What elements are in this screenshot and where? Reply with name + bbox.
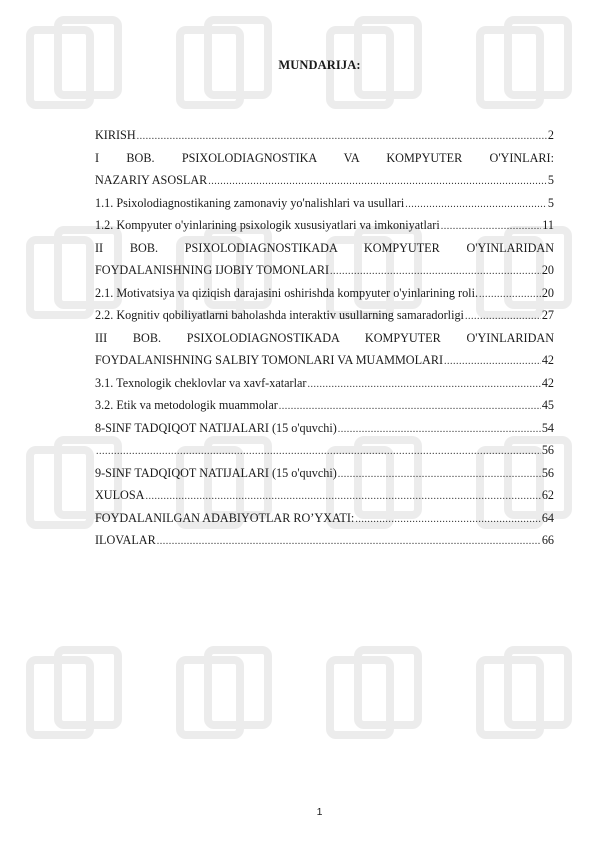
toc-entry[interactable] [95,304,554,327]
toc-entry-label: 2.1. Motivatsiya va qiziqish darajasini oshirishda kompyuter o'yinlarining roli. [95,285,478,300]
toc-entry-label: 9-SINF TADQIQOT NATIJALARI (15 o'quvchi) [95,465,337,480]
dot-leader [441,216,541,237]
dot-leader [444,351,541,372]
toc-entry-label: 3.1. Texnologik cheklovlar va xavf-xatarlar [95,375,307,390]
toc-entry[interactable] [95,214,554,237]
dot-leader [96,441,541,462]
toc-entry-page: 20 [541,285,554,300]
dot-leader [145,486,540,507]
dot-leader [330,261,541,282]
dot-leader [137,126,547,147]
table-of-contents [95,124,554,552]
toc-entry-label: ILOVALAR [95,533,156,547]
dot-leader [465,306,541,327]
toc-entry[interactable] [95,192,554,215]
toc-entry-page: 42 [541,353,554,367]
dot-leader [405,194,547,215]
toc-entry-label: NAZARIY ASOSLAR [95,173,208,187]
toc-entry[interactable] [95,417,554,440]
toc-entry[interactable] [95,439,554,462]
toc-entry-label: 1.1. Psixolodiagnostikaning zamonaviy yo'nalishlari va usullari [95,195,405,210]
dot-leader [208,171,547,192]
toc-entry-label: III BOB. PSIXOLODIAGNOSTIKADA KOMPYUTER O'YINLARIDAN [95,330,554,345]
toc-entry-label: 1.2. Kompyuter o'yinlarining psixologik xususiyatlari va imkoniyatlari [95,218,440,232]
toc-entry-label: II BOB. PSIXOLODIAGNOSTIKADA KOMPYUTER O'YINLARIDAN [95,240,554,255]
dot-leader [307,374,540,395]
toc-entry[interactable] [95,169,554,192]
toc-entry-label: 3.2. Etik va metodologik muammolar [95,398,278,412]
toc-entry-label: FOYDALANISHNING IJOBIY TOMONLARI [95,263,330,277]
toc-entry-label: KIRISH [95,128,136,142]
toc-entry[interactable] [95,237,554,260]
toc-entry-page: 56 [541,465,554,480]
toc-entry[interactable] [95,327,554,350]
toc-entry-label: 8-SINF TADQIQOT NATIJALARI (15 o'quvchi) [95,420,337,435]
page-title: MUNDARIJA: [278,58,361,72]
dot-leader [479,284,541,305]
toc-entry[interactable] [95,124,554,147]
dot-leader [338,464,541,485]
toc-entry-page: 5 [547,195,554,210]
toc-entry[interactable] [95,394,554,417]
toc-entry-page: 45 [541,398,554,412]
toc-entry-page: 2 [547,128,554,142]
toc-entry[interactable] [95,529,554,552]
toc-entry-label: XULOSA [95,488,145,502]
toc-entry[interactable] [95,484,554,507]
watermark-icon [470,640,580,750]
toc-entry-page: 5 [547,173,554,187]
watermark-icon [170,640,280,750]
toc-entry-page: 42 [541,375,554,390]
toc-entry-page: 20 [541,263,554,277]
toc-entry[interactable] [95,259,554,282]
toc-entry[interactable] [95,349,554,372]
toc-entry-page: 54 [541,420,554,435]
toc-entry-page: 56 [541,443,554,457]
page-number: 1 [316,806,323,818]
toc-entry-page: 62 [541,488,554,502]
watermark-icon [20,640,130,750]
dot-leader [157,531,541,552]
toc-entry-label: FOYDALANILGAN ADABIYOTLAR RO’YXATI: [95,510,355,525]
toc-entry[interactable] [95,147,554,170]
toc-entry[interactable] [95,507,554,530]
toc-entry-page: 66 [541,533,554,547]
toc-entry-label: I BOB. PSIXOLODIAGNOSTIKA VA KOMPYUTER O'YINLARI: [95,150,554,165]
toc-entry-page: 27 [541,308,554,322]
toc-entry[interactable] [95,372,554,395]
toc-entry-page: 11 [542,218,554,232]
toc-entry-label: FOYDALANISHNING SALBIY TOMONLARI VA MUAMMOLARI [95,353,444,367]
toc-entry[interactable] [95,462,554,485]
toc-entry[interactable] [95,282,554,305]
dot-leader [338,419,541,440]
dot-leader [279,396,541,417]
toc-entry-label: 2.2. Kognitiv qobiliyatlarni baholashda interaktiv usullarning samaradorligi [95,308,464,322]
toc-entry-page: 64 [541,510,554,525]
watermark-icon [320,640,430,750]
dot-leader [355,509,541,530]
